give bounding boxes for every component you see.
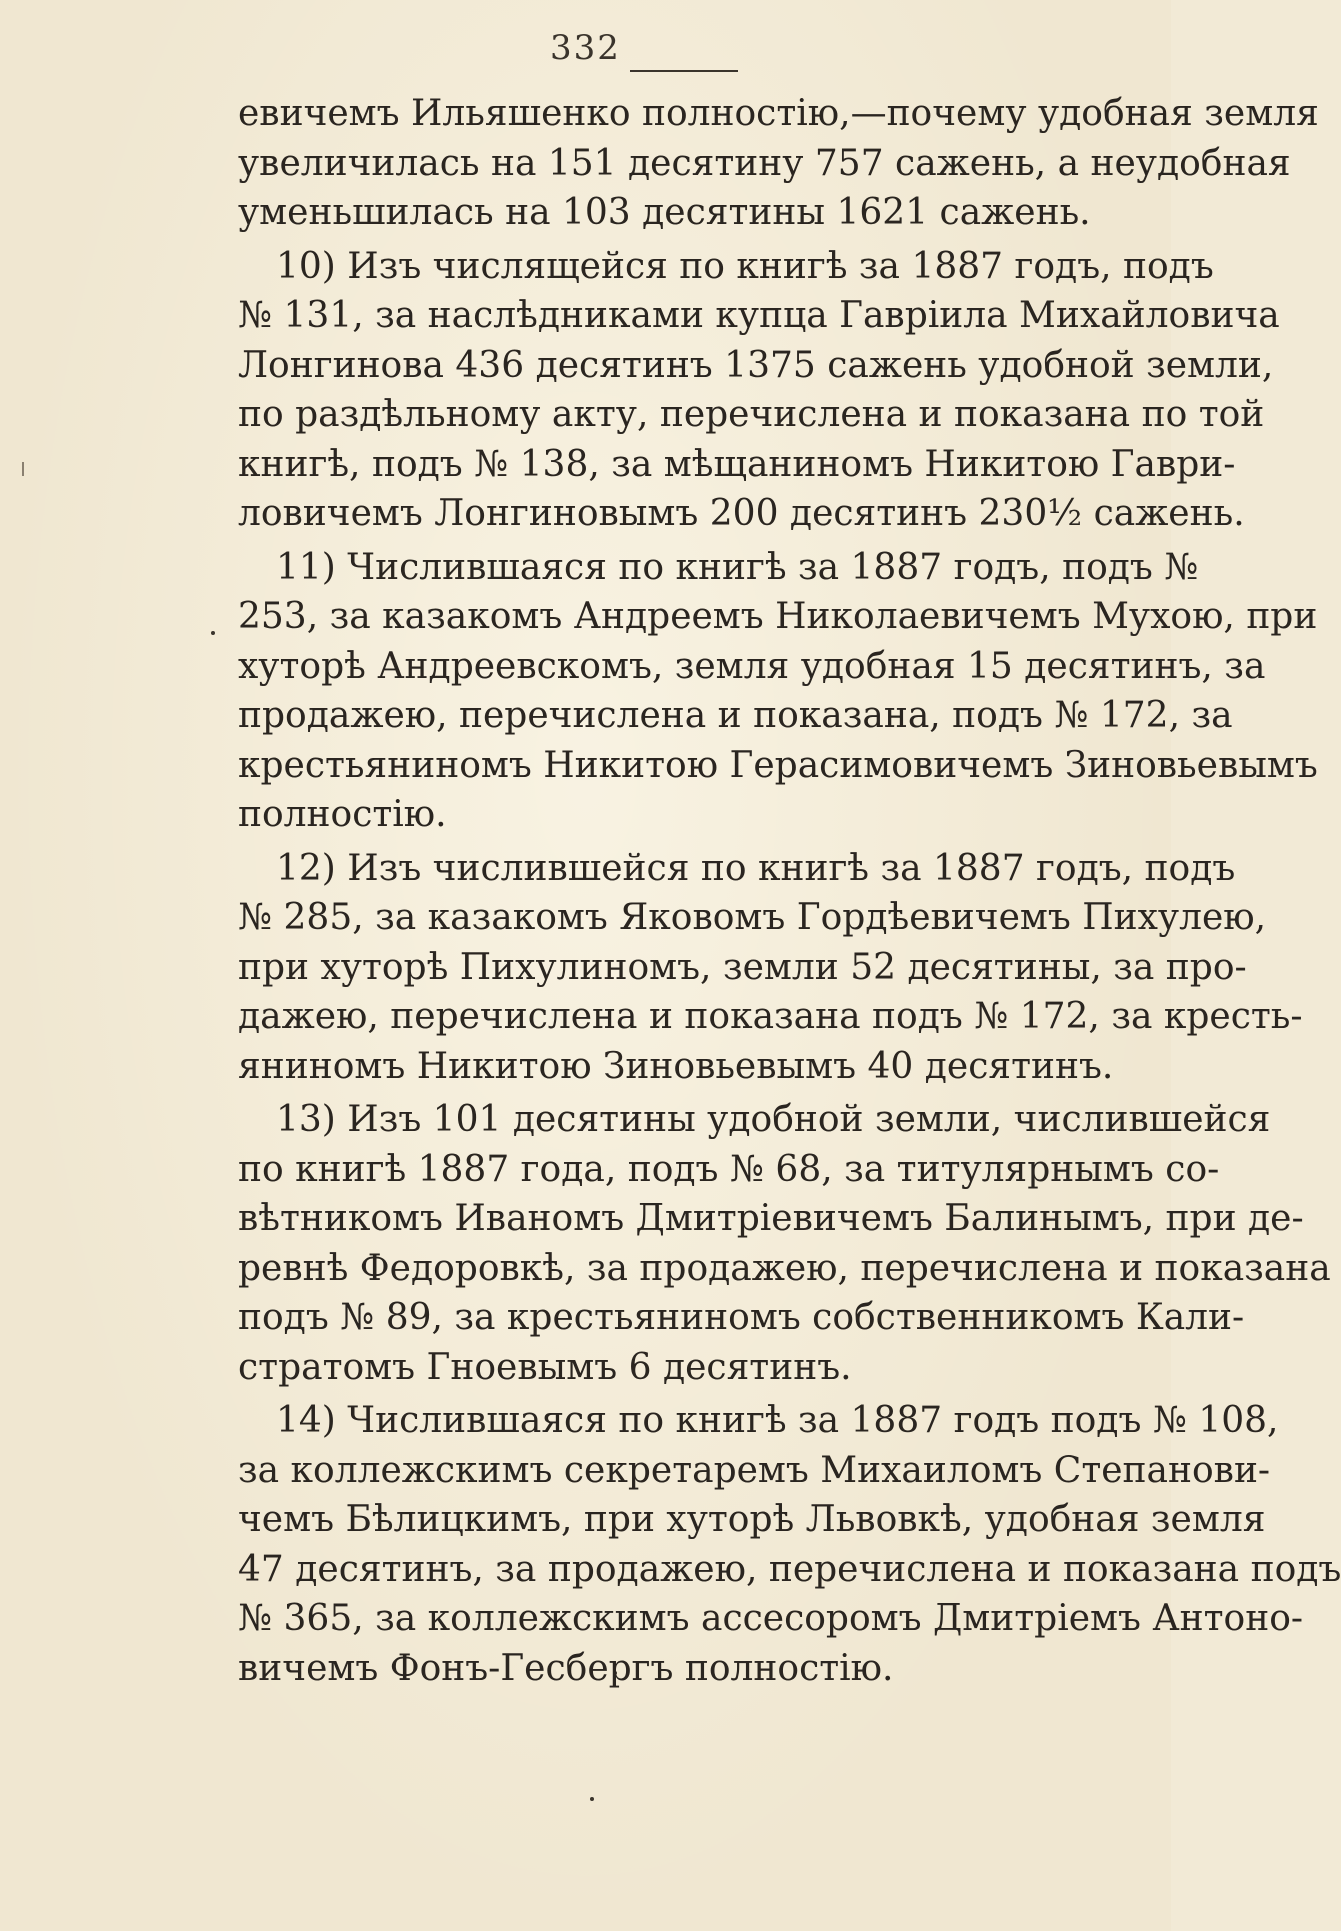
text-line: ловичемъ Лонгиновымъ 200 десятинъ 230½ сажень. xyxy=(238,493,1245,534)
paragraph xyxy=(238,543,1318,840)
text-line: дажею, перечислена и показана подъ № 172, за кресть- xyxy=(238,996,1303,1037)
text-line: подъ № 89, за крестьяниномъ собственникомъ Кали- xyxy=(238,1297,1245,1338)
paragraph xyxy=(238,844,1303,1092)
text-line: № 285, за казакомъ Яковомъ Гордѣевичемъ Пихулею, xyxy=(238,897,1267,938)
text-line: хуторѣ Андреевскомъ, земля удобная 15 десятинъ, за xyxy=(238,645,1266,687)
text-line: ревнѣ Федоровкѣ, за продажею, перечислена и показана xyxy=(238,1247,1331,1289)
text-line: по раздѣльному акту, перечислена и показана по той xyxy=(238,394,1265,435)
text-line: 11) Числившаяся по книгѣ за 1887 годъ, подъ № xyxy=(276,546,1199,588)
ink-speck xyxy=(590,1797,594,1801)
text-line: чемъ Бѣлицкимъ, при хуторѣ Львовкѣ, удобная земля xyxy=(238,1499,1266,1540)
text-line: крестьяниномъ Никитою Герасимовичемъ Зиновьевымъ xyxy=(238,744,1318,786)
text-line: 13) Изъ 101 десятины удобной земли, числившейся xyxy=(276,1099,1271,1140)
text-line: вичемъ Фонъ-Гесбергъ полностію. xyxy=(238,1647,894,1689)
paragraph xyxy=(238,89,1319,238)
text-line: 12) Изъ числившейся по книгѣ за 1887 годъ, подъ xyxy=(276,847,1236,889)
ink-speck xyxy=(211,631,215,635)
text-line: 10) Изъ числящейся по книгѣ за 1887 годъ, подъ xyxy=(276,245,1214,287)
text-line: вѣтникомъ Иваномъ Дмитріевичемъ Балинымъ, при де- xyxy=(238,1198,1304,1239)
text-line: полностію. xyxy=(238,794,447,835)
paragraph xyxy=(238,1095,1331,1392)
text-line: увеличилась на 151 десятину 757 сажень, а неудобная xyxy=(238,142,1291,184)
text-line: 14) Числившаяся по книгѣ за 1887 годъ подъ № 108, xyxy=(276,1400,1279,1441)
margin-mark xyxy=(22,462,24,476)
text-line: по книгѣ 1887 года, подъ № 68, за титулярнымъ со- xyxy=(238,1148,1220,1190)
paragraph xyxy=(238,1396,1341,1693)
text-line: книгѣ, подъ № 138, за мѣщаниномъ Никитою Гаври- xyxy=(238,443,1236,485)
text-line: за коллежскимъ секретаремъ Михаиломъ Степанови- xyxy=(238,1449,1271,1491)
text-line: яниномъ Никитою Зиновьевымъ 40 десятинъ. xyxy=(238,1045,1114,1087)
text-line: 253, за казакомъ Андреемъ Николаевичемъ Мухою, при xyxy=(238,596,1318,637)
text-line: Лонгинова 436 десятинъ 1375 сажень удобной земли, xyxy=(238,344,1274,386)
text-line: № 131, за наслѣдниками купца Гавріила Михайловича xyxy=(238,295,1280,336)
page-number-rule xyxy=(630,70,738,72)
body-text xyxy=(238,89,1341,1693)
text-line: 47 десятинъ, за продажею, перечислена и показана подъ xyxy=(238,1548,1341,1590)
text-line: уменьшилась на 103 десятины 1621 сажень. xyxy=(238,192,1091,233)
text-line: при хуторѣ Пихулиномъ, земли 52 десятины, за про- xyxy=(238,946,1247,988)
text-line: евичемъ Ильяшенко полностію,—почему удобная земля xyxy=(238,93,1319,134)
text-line: № 365, за коллежскимъ ассесоромъ Дмитріемъ Антоно- xyxy=(238,1598,1304,1639)
paragraph xyxy=(238,242,1280,539)
text-line: продажею, перечислена и показана, подъ № 172, за xyxy=(238,695,1233,736)
page-number: 332 xyxy=(550,28,621,68)
text-line: стратомъ Гноевымъ 6 десятинъ. xyxy=(238,1346,852,1388)
